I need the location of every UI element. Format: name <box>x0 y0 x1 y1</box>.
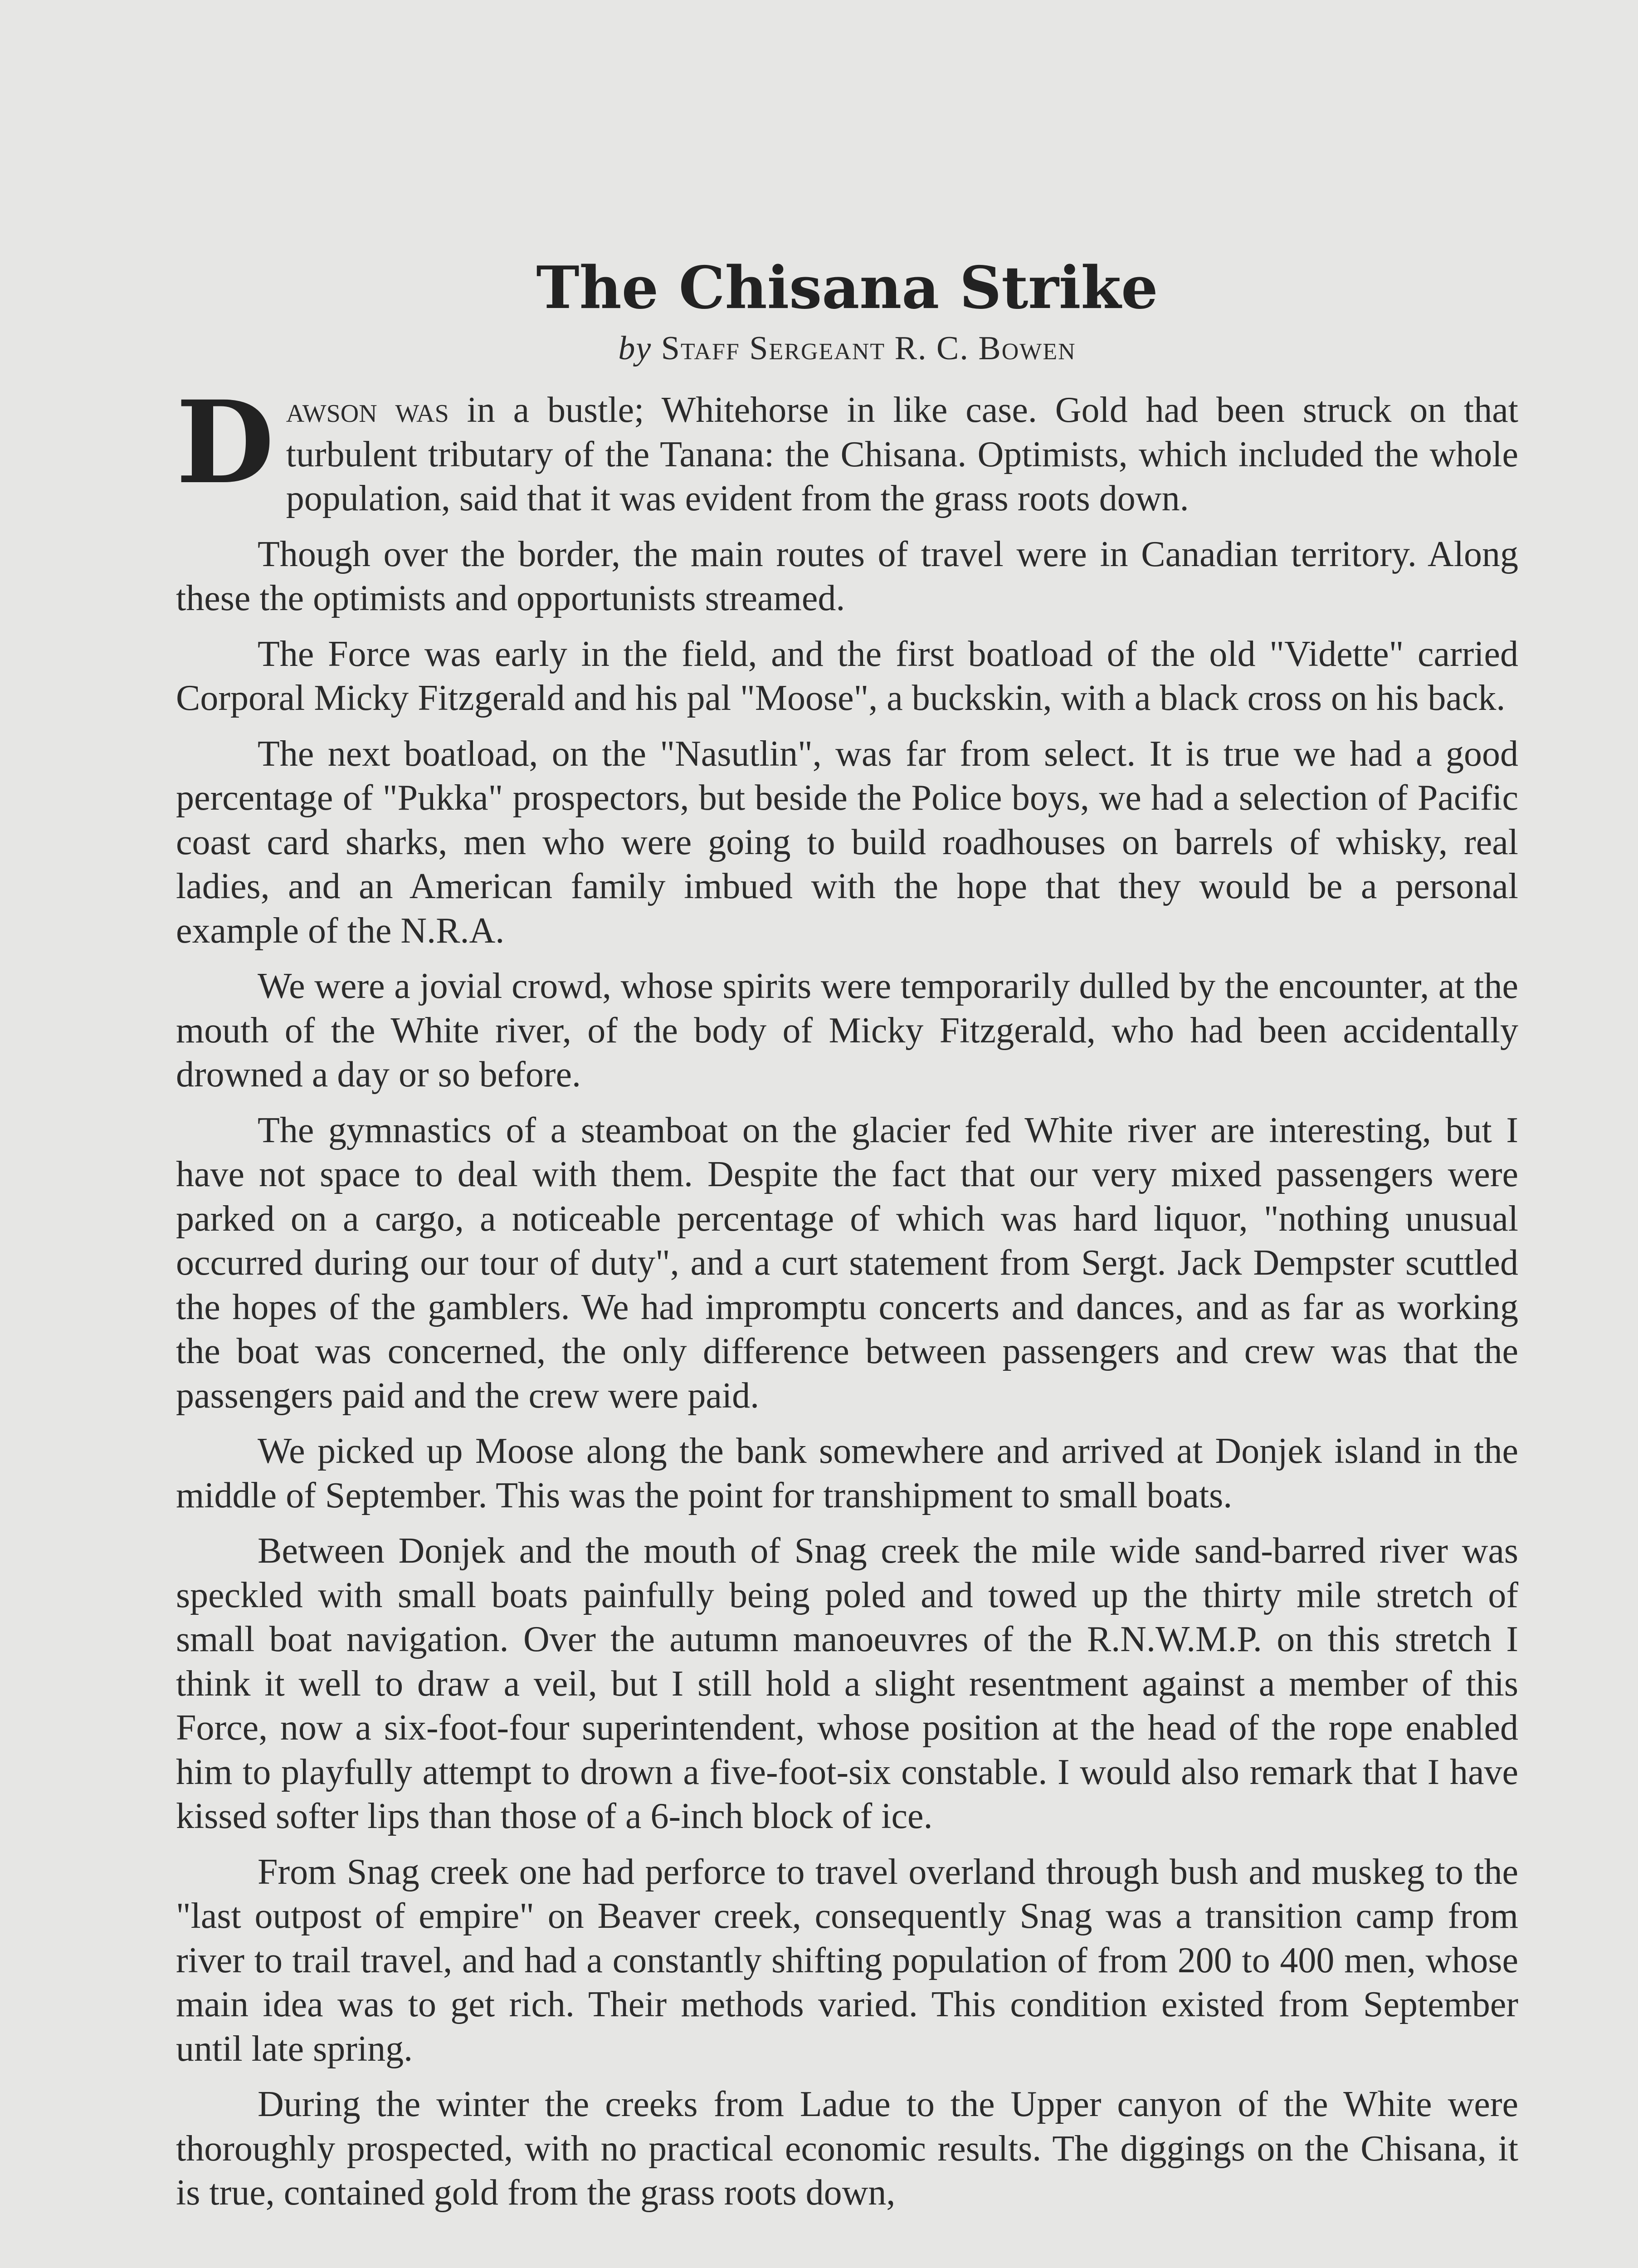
paragraph-5: We were a jovial crowd, whose spirits were temporarily dulled by the encounter, at the mouth of the White river, of the body of Micky Fitzgerald, who had been accidentally drowned a day or so before. <box>176 966 1518 1095</box>
paragraph-10: During the winter the creeks from Ladue to the Upper canyon of the White were thoroughly prospected, with no practical economic results. The diggings on the Chisana, it is true, contained gold from the grass roots down, <box>176 2084 1518 2213</box>
paragraph-7: We picked up Moose along the bank somewhere and arrived at Donjek island in the middle of September. This was the point for transhipment to small boats. <box>176 1431 1518 1515</box>
paragraph-6: The gymnastics of a steamboat on the glacier fed White river are interesting, but I have not space to deal with them. Despite the fact that our very mixed passengers were parked on a cargo, a noticeable percentage of which was hard liquor, "nothing unusual occurred during our tour of duty", and a curt statement from Sergt. Jack Dempster scuttled the hopes of the gamblers. We had impromptu concerts and dances, and as far as working the boat was concerned, the only difference between passengers and crew was that the passengers paid and the crew were paid. <box>176 1110 1518 1416</box>
paragraph-4: The next boatload, on the "Nasutlin", was far from select. It is true we had a good percentage of "Pukka" prospectors, but beside the Police boys, we had a selection of Pacific coast card sharks, men who were going to build roadhouses on barrels of whisky, real ladies, and an American family imbued with the hope that they would be a personal example of the N.R.A. <box>176 733 1518 951</box>
paragraph-9: From Snag creek one had perforce to travel overland through bush and muskeg to the "last outpost of empire" on Beaver creek, consequently Snag was a transition camp from river to trail travel, and had a constantly shifting population of from 200 to 400 men, whose main idea was to get rich. Their methods varied. This condition existed from September until late spring. <box>176 1852 1518 2069</box>
paragraph-8: Between Donjek and the mouth of Snag creek the mile wide sand-barred river was speckled with small boats painfully being poled and towed up the thirty mile stretch of small boat navigation. Over the autumn manoeuvres of the R.N.W.M.P. on this stretch I think it well to draw a veil, but I still hold a slight resentment against a member of this Force, now a six-foot-four superintendent, whose position at the head of the rope enabled him to playfully attempt to drown a five-foot-six constable. I would also remark that I have kissed softer lips than those of a 6-inch block of ice. <box>176 1531 1518 1836</box>
paragraph-1-text: in a bustle; Whitehorse in like case. Gold had been struck on that turbulent tributary of the Tanana: the Chisana. Optimists, which included the whole population, said that it was evident from the grass roots down. <box>286 390 1518 518</box>
paragraph-2: Though over the border, the main routes of travel were in Canadian territory. Along these the optimists and opportunists streamed. <box>176 534 1518 618</box>
paragraph-1 <box>176 376 1518 521</box>
article-page <box>176 254 1518 2268</box>
article-body <box>176 376 1518 2215</box>
drop-cap: D <box>176 376 274 509</box>
article-title: The Chisana Strike <box>536 254 1158 322</box>
lead-in: awson was <box>286 390 449 430</box>
byline-author: Staff Sergeant R. C. Bowen <box>661 330 1076 367</box>
paragraph-3: The Force was early in the field, and the first boatload of the old "Vidette" carried Corporal Micky Fitzgerald and his pal "Moose", a buckskin, with a black cross on his back. <box>176 634 1518 718</box>
byline-prefix: by <box>618 330 652 367</box>
byline <box>176 326 1518 371</box>
